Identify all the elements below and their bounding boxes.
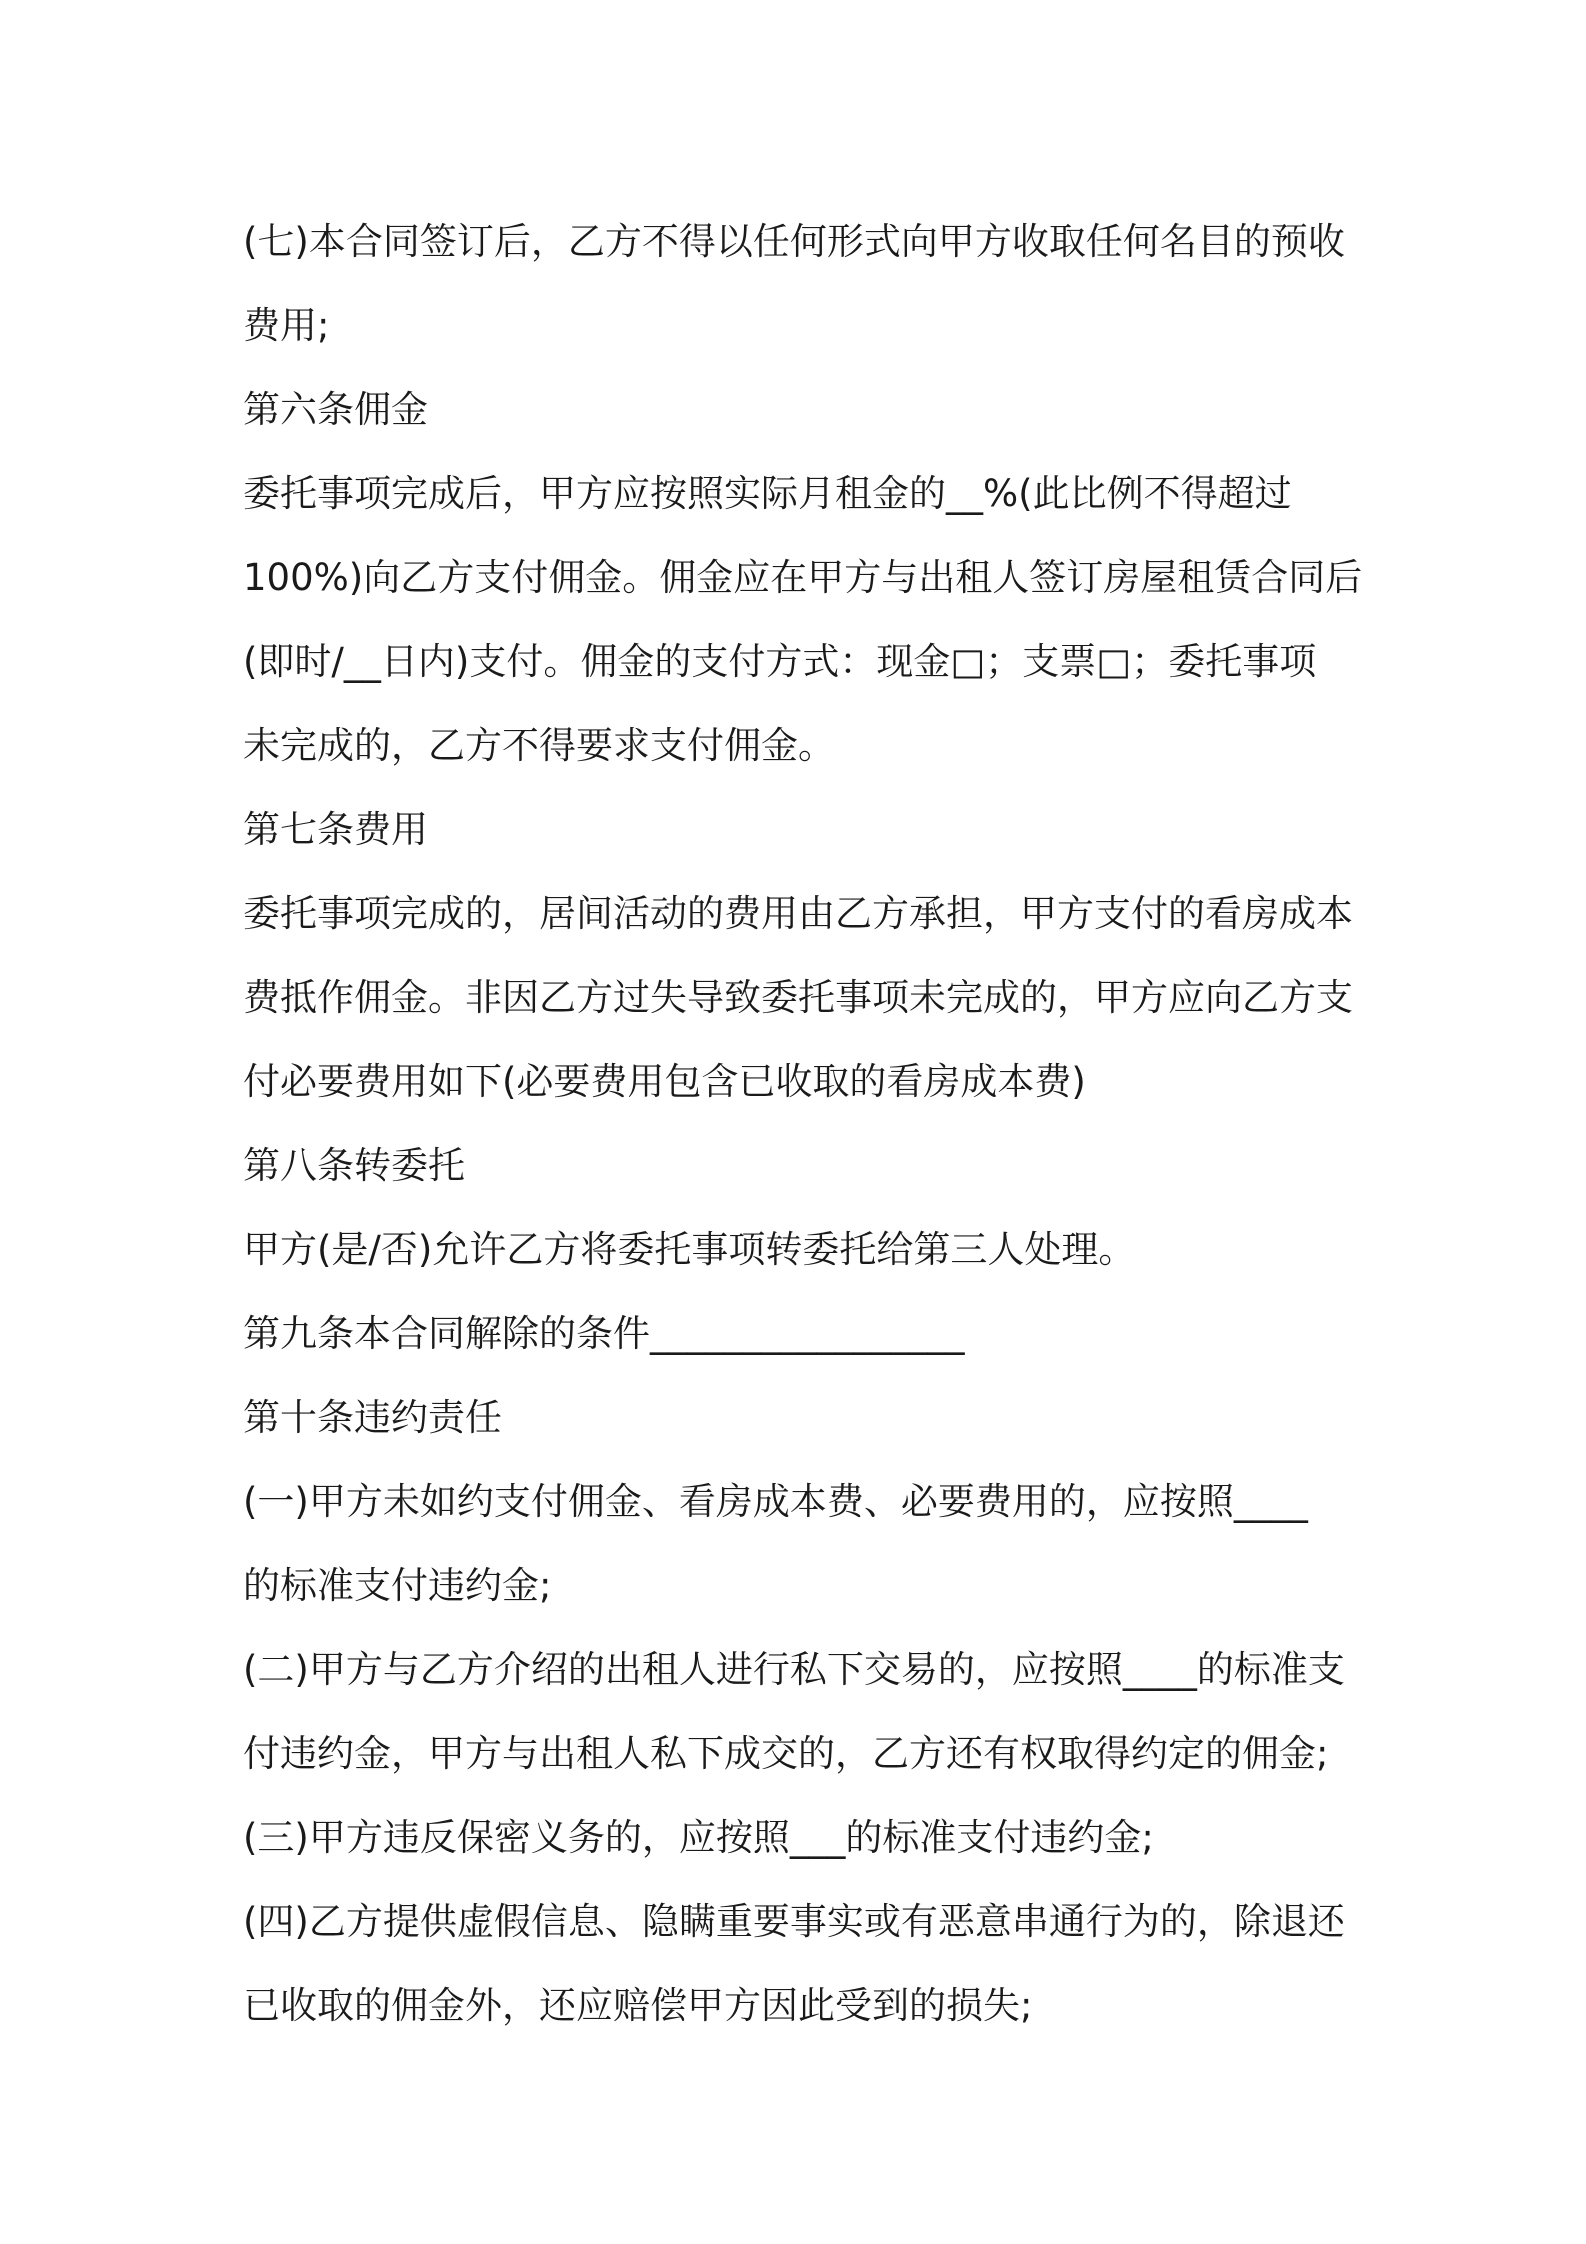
article-10-heading: 第十条违约责任: [243, 1396, 502, 1439]
article-8-line-1: 甲方(是/否)允许乙方将委托事项转委托给第三人处理。: [243, 1228, 1136, 1271]
article-7-line-2: 费抵作佣金。非因乙方过失导致委托事项未完成的，甲方应向乙方支: [243, 976, 1353, 1019]
clause-7-line-2: 费用;: [243, 304, 330, 347]
article-6-line-2: 100%)向乙方支付佣金。佣金应在甲方与出租人签订房屋租赁合同后: [243, 556, 1363, 599]
article-9-heading: 第九条本合同解除的条件_________________: [243, 1312, 965, 1355]
article-7-line-3: 付必要费用如下(必要费用包含已收取的看房成本费): [243, 1060, 1086, 1103]
article-10-item-1-line-1: (一)甲方未如约支付佣金、看房成本费、必要费用的，应按照____: [243, 1480, 1308, 1523]
article-10-item-2-line-2: 付违约金，甲方与出租人私下成交的，乙方还有权取得约定的佣金;: [243, 1732, 1329, 1775]
article-7-heading: 第七条费用: [243, 808, 428, 851]
document-body: [243, 200, 1363, 2048]
article-10-item-1-line-2: 的标准支付违约金;: [243, 1564, 552, 1607]
article-6-line-4: 未完成的，乙方不得要求支付佣金。: [243, 724, 835, 767]
article-8-heading: 第八条转委托: [243, 1144, 465, 1187]
article-6-line-3: (即时/__日内)支付。佣金的支付方式：现金□；支票□；委托事项: [243, 640, 1317, 683]
article-10-item-4-line-2: 已收取的佣金外，还应赔偿甲方因此受到的损失;: [243, 1984, 1033, 2027]
article-10-item-3-line-1: (三)甲方违反保密义务的，应按照___的标准支付违约金;: [243, 1816, 1154, 1859]
clause-7-line-1: (七)本合同签订后，乙方不得以任何形式向甲方收取任何名目的预收: [243, 220, 1345, 263]
article-6-line-1: 委托事项完成后，甲方应按照实际月租金的__%(此比例不得超过: [243, 472, 1292, 515]
article-10-item-2-line-1: (二)甲方与乙方介绍的出租人进行私下交易的，应按照____的标准支: [243, 1648, 1345, 1691]
article-6-heading: 第六条佣金: [243, 388, 428, 431]
article-7-line-1: 委托事项完成的，居间活动的费用由乙方承担，甲方支付的看房成本: [243, 892, 1353, 935]
article-10-item-4-line-1: (四)乙方提供虚假信息、隐瞒重要事实或有恶意串通行为的，除退还: [243, 1900, 1345, 1943]
